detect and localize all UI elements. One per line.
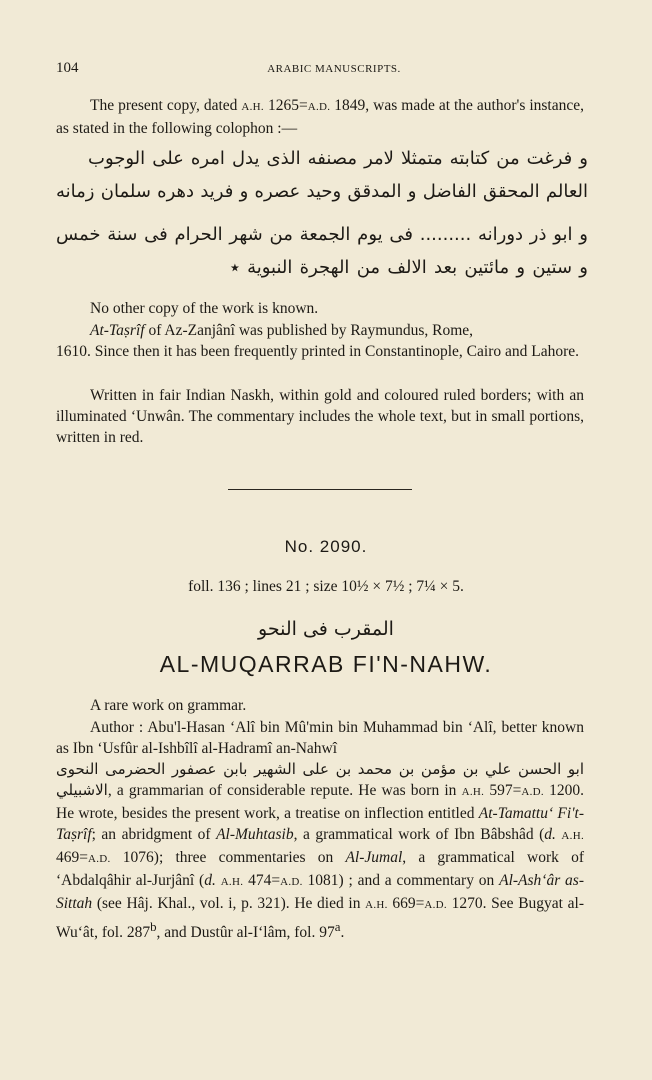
author-arabic-name: ابو الحسن علي بن مؤمن بن محمد بن على الشهير بابن عصفور الحضرمى النحوى الاشبيلي	[56, 760, 584, 799]
section-divider	[228, 489, 412, 490]
colophon-line-1: و فرغت من كتابته متمثلا لامر مصنفه الذى يدل امره على الوجوب	[88, 148, 588, 169]
page-number: 104	[56, 60, 79, 76]
entry-number: No. 2090.	[284, 537, 368, 556]
tasrif-note: At-Taṣrîf of Az-Zanjânî was published by Raymundus, Rome, 1610. Since then it has been frequently printed in Constantinople, Cairo and Lahore.	[56, 322, 579, 360]
arabic-title: المقرب فى النحو	[258, 618, 394, 640]
author-paragraph: Author : Abu'l-Hasan ‘Alî bin Mû'min bin Muhammad bin ‘Alî, better known as Ibn ‘Usfûr al-Ishbîlî al-Hadramî an-Nahwî ابو الحسن علي بن مؤمن بن محمد بن على الشهير بابن عصفور الحضرمى النحوى الاشبيلي, a grammarian of considerable repute. He was born in A.H. 597=A.D. 1200. He wrote, besides the present work, a treatise on inflection entitled At-Tamattu‘ Fi't-Taṣrîf; an abridgment of Al-Muhtasib, a grammatical work of Ibn Bâbshâd (d. A.H. 469=A.D. 1076); three commentaries on Al-Jumal, a grammatical work of ‘Abdalqâhir al-Jurjânî (d. A.H. 474=A.D. 1081) ; and a commentary on Al-Ash‘âr as-Sittah (see Hâj. Khal., vol. i, p. 321). He died in A.H. 669=A.D. 1270. See Bugyat al-Wu‘ât, fol. 287$^b$, and Dustûr al-I‘lâm, fol. 97$^a$.	[56, 719, 585, 942]
rare-work-note: A rare work on grammar.	[90, 697, 247, 714]
colophon-line-3: و ابو ذر دورانه ......... فى يوم الجمعة من شهر الحرام فى سنة خمس	[56, 224, 588, 245]
intro-paragraph: The present copy, dated A.H. 1265=A.D. 1849, was made at the author's instance, as stated in the following colophon :—	[56, 97, 584, 137]
folio-details: foll. 136 ; lines 21 ; size 10½ × 7½ ; 7¼ × 5.	[188, 578, 464, 595]
script-description: Written in fair Indian Naskh, within gold and coloured ruled borders; with an illuminated ‘Unwân. The commentary includes the whole text, but in small portions, written in red.	[56, 387, 584, 446]
running-head: ARABIC MANUSCRIPTS.	[267, 63, 401, 75]
work-title: AL-MUQARRAB FI'N-NAHW.	[159, 651, 493, 677]
no-other-copy: No other copy of the work is known.	[90, 300, 319, 317]
colophon-line-2: العالم المحقق الفاضل و المدقق وحيد عصره و فريد دهره سلمان زمانه	[56, 181, 588, 202]
colophon-line-4: و ستين و مائتين بعد الالف من الهجرة النبوية ٭	[230, 257, 588, 278]
